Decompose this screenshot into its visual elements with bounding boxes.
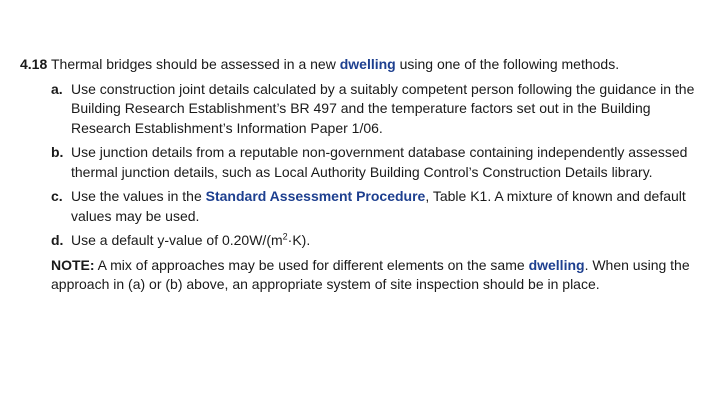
defined-term-dwelling[interactable]: dwelling <box>339 56 396 72</box>
item-text <box>71 231 700 251</box>
superscript-2: 2 <box>282 231 288 242</box>
item-letter: b. <box>51 144 64 160</box>
clause-4-18 <box>20 55 700 295</box>
method-item-b <box>51 143 700 182</box>
note-text-post: . When using the approach in (a) or (b) above, an appropriate system of site inspection should be in place. <box>51 256 690 292</box>
method-item-d <box>51 231 700 251</box>
clause-heading <box>20 55 700 75</box>
method-item-c <box>51 187 700 226</box>
method-item-a <box>51 80 700 139</box>
clause-intro-tail: using one of the following methods. <box>395 56 620 72</box>
defined-term-dwelling[interactable]: dwelling <box>528 256 585 273</box>
clause-number: 4.18 <box>20 56 48 72</box>
item-text: Use junction details from a reputable non-government database containing independently assessed thermal junction details, such as Local Authority Building Control’s Construction Details library. <box>71 144 688 180</box>
item-text-pre: Use the values in the <box>71 188 206 204</box>
item-letter: a. <box>51 80 63 97</box>
note-label: NOTE: <box>51 256 95 273</box>
item-letter: c. <box>51 188 63 204</box>
item-text-pre: Use a default y-value of 0.20W/(m <box>71 232 283 248</box>
clause-intro-text: Thermal bridges should be assessed in a new <box>51 56 340 72</box>
item-text: Use construction joint details calculated by a suitably competent person following the guidance in the Building Research Establishment’s BR 497 and the temperature factors set out in the Building Research Establishment’s Information Paper 1/06. <box>71 80 695 136</box>
clause-intro <box>51 55 700 75</box>
note-text-pre: A mix of approaches may be used for different elements on the same <box>94 256 529 273</box>
item-text-post: , Table K1. A mixture of known and default values may be used. <box>71 188 686 224</box>
method-list <box>51 80 700 251</box>
item-letter: d. <box>51 232 64 248</box>
defined-term-sap[interactable]: Standard Assessment Procedure <box>205 188 426 204</box>
item-text-post: ·K). <box>287 232 311 248</box>
note-paragraph <box>51 256 700 295</box>
item-text <box>71 187 700 226</box>
